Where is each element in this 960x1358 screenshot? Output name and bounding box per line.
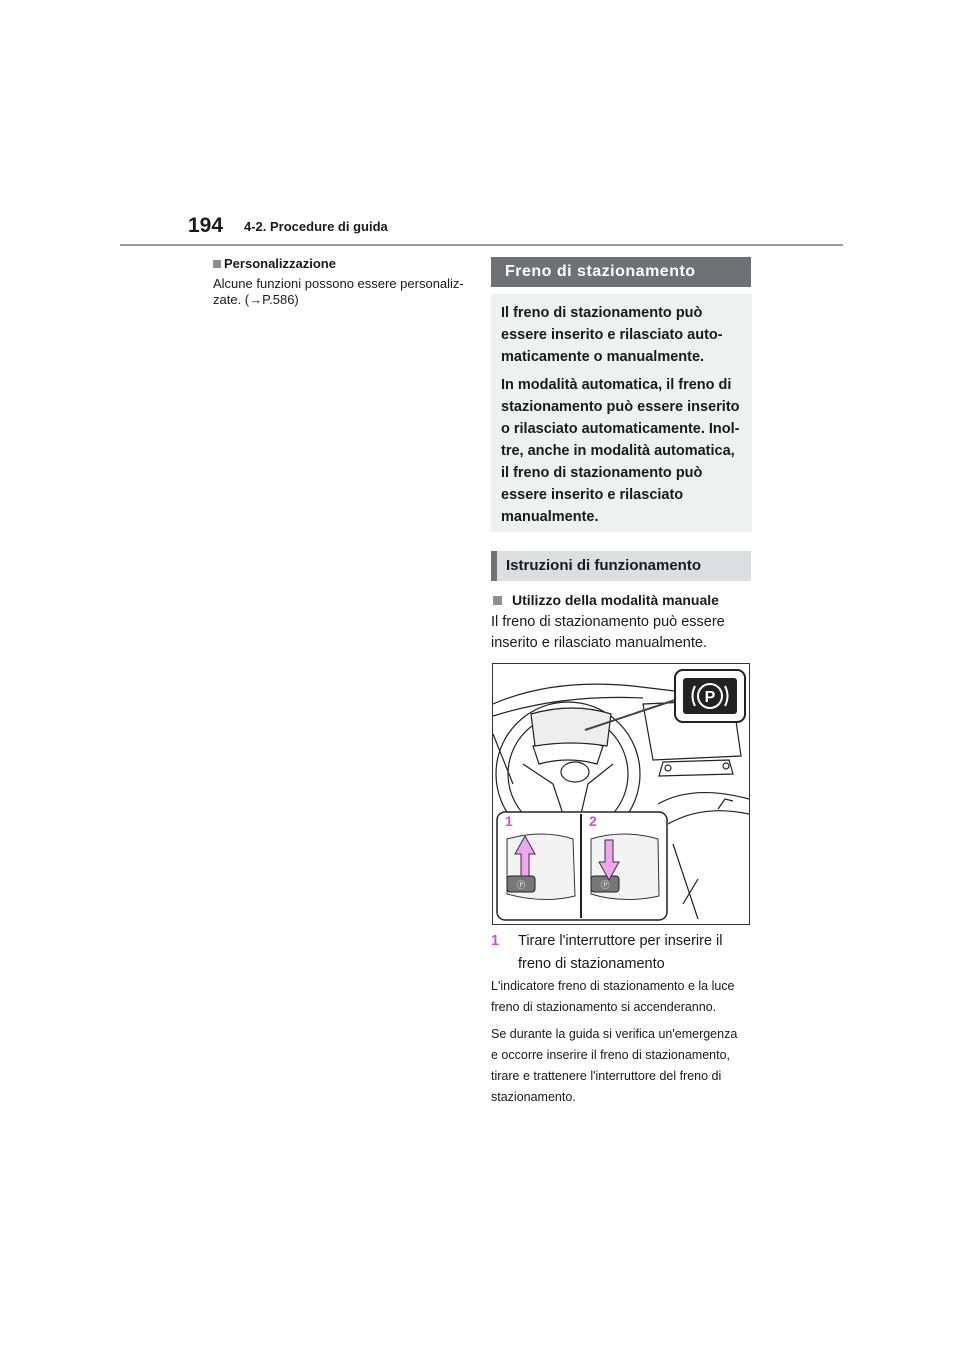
svg-text:Ⓟ: Ⓟ [600,880,610,890]
header-divider [120,244,843,246]
note-line: e occorre inserire il freno di stazionamento, [491,1048,731,1062]
note-line: tirare e trattenere l'interruttore del freno di [491,1069,722,1083]
step-line: freno di stazionamento [518,956,665,972]
manual-mode-heading-text: Utilizzo della modalità manuale [512,592,719,608]
step-1 [491,930,756,976]
step-number: 1 [491,933,500,949]
intro-line: essere inserito e rilasciato [501,487,684,503]
square-bullet-icon [493,596,502,605]
manual-line: inserito e rilasciato manualmente. [491,635,707,651]
note-line: freno di stazionamento si accenderanno. [491,1000,717,1014]
customization-heading [213,256,465,271]
svg-text:Ⓟ: Ⓟ [516,880,526,890]
customization-block [213,256,465,308]
note-paragraph-2 [491,1024,756,1108]
dashboard-drawing [493,664,749,924]
intro-line: manualmente. [501,509,599,525]
intro-line: essere inserito e rilasciato auto- [501,327,723,343]
intro-line: tre, anche in modalità automatica, [501,443,735,459]
icon-letter: P [704,689,716,706]
note-paragraph-1 [491,976,756,1018]
intro-paragraph-2 [501,374,742,528]
manual-line: Il freno di stazionamento può essere [491,614,725,630]
intro-line: In modalità automatica, il freno di [501,377,732,393]
notes [491,976,756,1114]
customization-line-1: Alcune funzioni possono essere personaliz- [213,276,464,291]
intro-line: stazionamento può essere inserito [501,399,740,415]
page-number: 194 [188,214,224,237]
manual-mode-heading [491,592,756,608]
manual-mode-text [491,612,756,654]
note-line: Se durante la guida si verifica un'emergenza [491,1027,738,1041]
intro-line: o rilasciato automaticamente. Inol- [501,421,740,437]
figure-label-2: 2 [589,813,597,829]
subsection-heading: Istruzioni di funzionamento [491,551,751,581]
parking-brake-illustration [492,663,750,925]
note-line: stazionamento. [491,1090,576,1104]
note-line: L'indicatore freno di stazionamento e la luce [491,979,735,993]
square-bullet-icon [213,260,221,268]
customization-heading-text: Personalizzazione [224,256,336,271]
intro-line: il freno di stazionamento può [501,465,703,481]
customization-line-2: zate. (→P.586) [213,292,299,307]
section-title: 4-2. Procedure di guida [244,219,388,234]
intro-paragraph-1 [501,302,742,368]
intro-line: Il freno di stazionamento può [501,305,703,321]
step-text [518,930,723,976]
intro-box [491,294,752,532]
chapter-banner: Freno di stazionamento [491,257,751,287]
figure-label-1: 1 [505,813,513,829]
step-line: Tirare l'interruttore per inserire il [518,933,723,949]
intro-line: maticamente o manualmente. [501,349,705,365]
